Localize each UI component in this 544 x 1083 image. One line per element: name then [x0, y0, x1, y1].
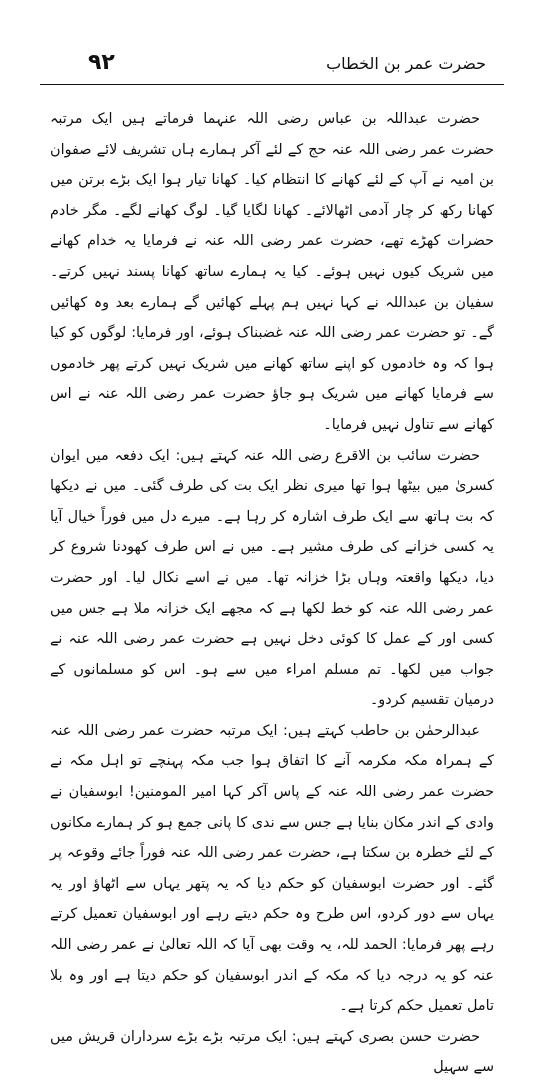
- running-title: حضرت عمر بن الخطاب: [326, 54, 486, 73]
- paragraph-saib-ibn-aqra: حضرت سائب بن الاقرع رضی اللہ عنہ کہتے ہیں: ایک دفعہ میں ایوان کسریٰ میں بیٹھا ہوا تھا میری نظر ایک بت کی طرف گئی۔ میں نے دیکھا کہ بت ہاتھ سے ایک طرف اشارہ کر رہا ہے۔ میرے دل میں فوراً خیال آیا یہ کسی خزانے کی طرف مشیر ہے۔ میں نے اس طرف کھودنا شروع کر دیا، دیکھا واقعتہ وہاں بڑا خزانہ تھا۔ میں نے اسے نکال لیا۔ اور حضرت عمر رضی اللہ عنہ کو خط لکھا ہے کہ مجھے ایک خزانہ ملا ہے جس میں کسی اور کے عمل کا کوئی دخل نہیں ہے حضرت عمر رضی اللہ عنہ نے جواب میں لکھا۔ تم مسلم امراء میں سے ہو۔ اس کو مسلمانوں کے درمیان تقسیم کردو۔: [50, 447, 494, 709]
- page-header: [40, 48, 504, 82]
- paragraph-hasan-basri: حضرت حسن بصری کہتے ہیں: ایک مرتبہ بڑے بڑے سرداران قریش میں سے سہیل: [50, 1028, 494, 1076]
- paragraph-abdullah-ibn-abbas: حضرت عبداللہ بن عباس رضی اللہ عنہما فرماتے ہیں ایک مرتبہ حضرت عمر رضی اللہ عنہ حج کے لئے آکر ہمارے ہاں تشریف لائے صفوان بن امیہ نے آپ کے لئے کھانے کا انتظام کیا۔ کھانا تیار ہوا ایک بڑے برتن میں کھانا رکھ کر چار آدمی اٹھالائے۔ کھانا لگایا گیا۔ لوگ کھانے لگے۔ مگر خادم حضرات کھڑے تھے، حضرت عمر رضی اللہ عنہ نے فرمایا یہ خدام کھانے میں شریک کیوں نہیں ہوئے۔ کیا یہ ہمارے ساتھ کھانا پسند نہیں کرتے۔ سفیان بن عبداللہ نے کہا نہیں ہم پہلے کھائیں گے ہمارے بعد وہ کھائیں گے۔ تو حضرت عمر رضی اللہ عنہ غضبناک ہوئے، اور فرمایا: لوگوں کو کیا ہوا کہ وہ خادموں کو اپنے ساتھ کھانے میں شریک نہیں کرتے پھر خادموں سے فرمایا کھانے میں شریک ہو جاؤ حضرت عمر رضی اللہ عنہ نے اس کھانے سے تناول نہیں فرمایا۔: [50, 111, 494, 433]
- page-body: [50, 104, 494, 1083]
- page-number: ۹۲: [88, 50, 115, 75]
- paragraph-abdurrahman-ibn-hatib: عبدالرحمٰن بن حاطب کہتے ہیں: ایک مرتبہ حضرت عمر رضی اللہ عنہ کے ہمراہ مکہ مکرمہ آنے کا اتفاق ہوا جب مکہ پہنچے تو اہل مکہ نے حضرت عمر رضی اللہ عنہ کے پاس آکر کہا امیر المومنین! ابوسفیان نے وادی کے اندر مکان بنایا ہے جس سے ندی کا پانی جمع ہو کر ہمارے مکانوں کے لئے خطرہ بن سکتا ہے، حضرت عمر رضی اللہ عنہ فوراً جائے وقوعہ پر گئے۔ اور حضرت ابوسفیان کو حکم دیا کہ یہ پتھر یہاں سے اٹھاؤ اور یہ یہاں سے دور کردو، اس طرح وہ حکم دیتے رہے اور ابوسفیان تعمیل کرتے رہے پھر فرمایا: الحمد للہ، یہ وقت بھی آیا کہ اللہ تعالیٰ نے عمر رضی اللہ عنہ کو یہ درجہ دیا کہ مکہ کے اندر ابوسفیان کو حکم دیتا ہے اور وہ بلا تامل تعمیل حکم کرتا ہے۔: [50, 722, 494, 1015]
- header-divider: [40, 84, 504, 85]
